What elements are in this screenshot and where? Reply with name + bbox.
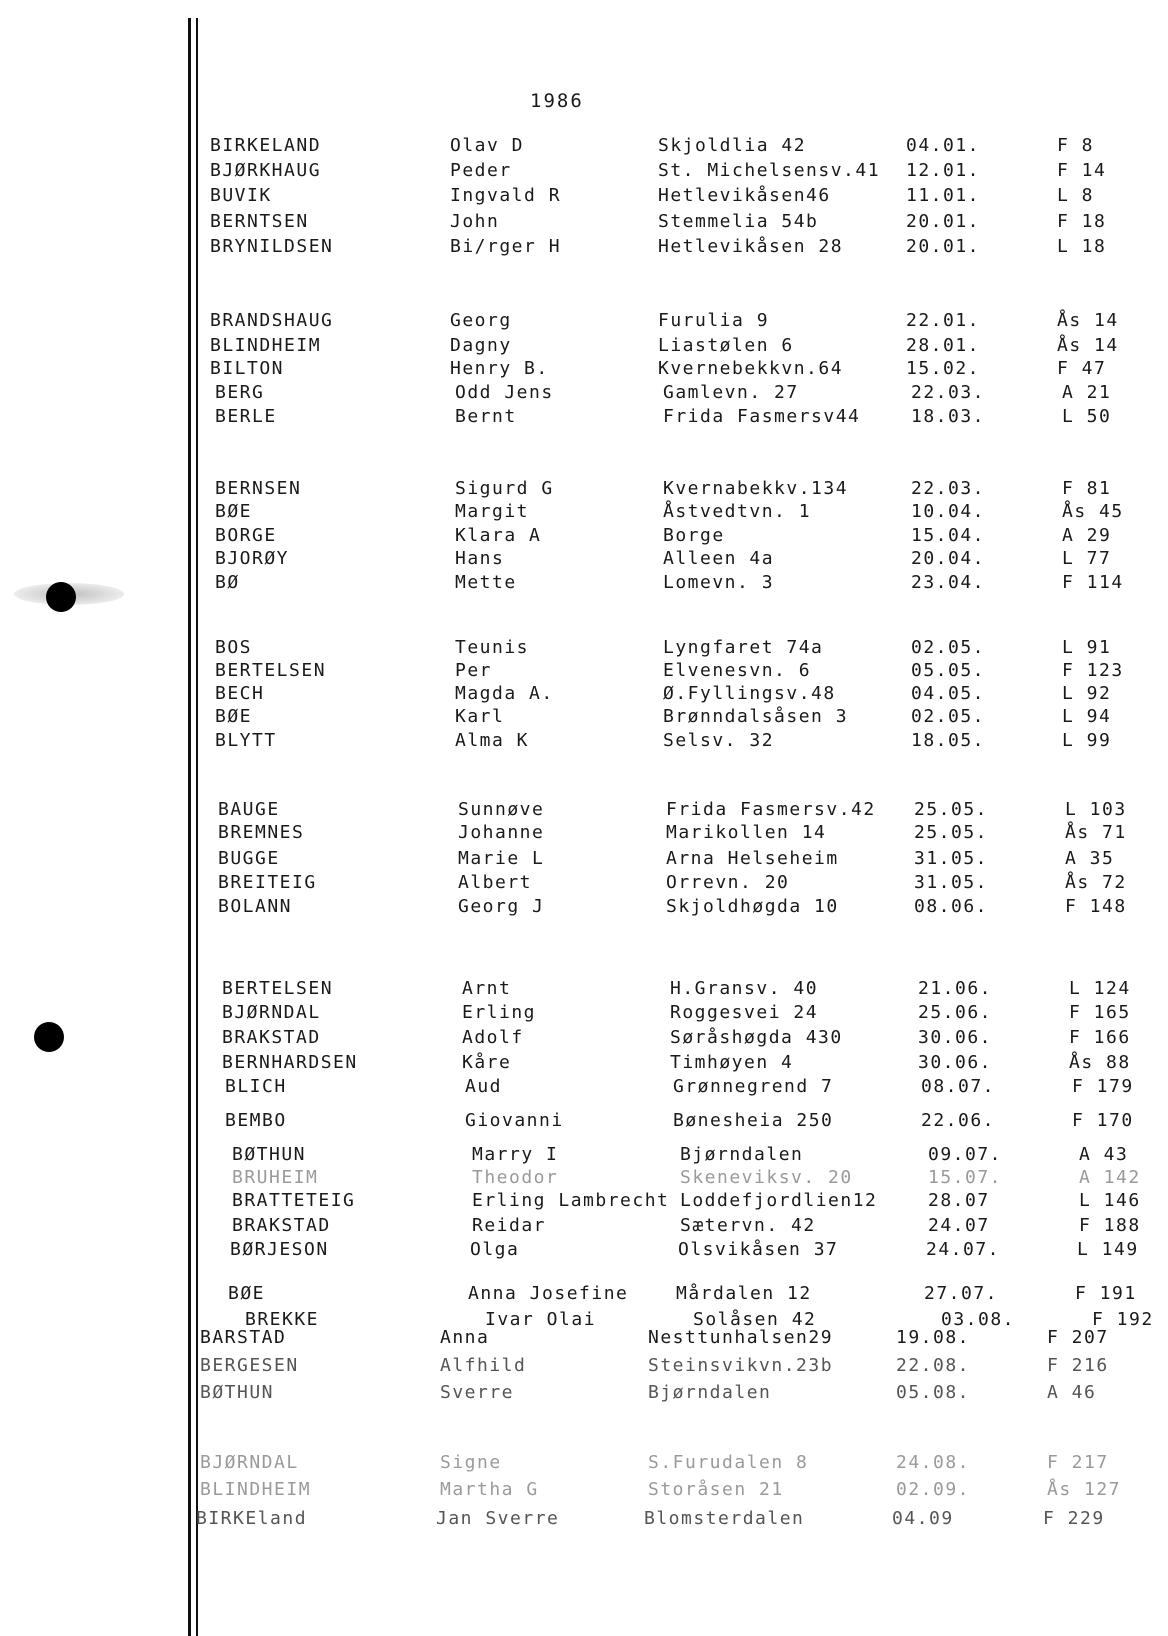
entry-row	[8, 799, 1168, 821]
entry-row	[12, 1002, 1168, 1024]
entry-surname: BJORØY	[215, 548, 290, 569]
entry-surname: BERLE	[215, 406, 277, 427]
entry-date: 31.05.	[914, 872, 989, 893]
entry-address: St. Michelsensv.41	[658, 160, 881, 181]
entry-surname: BØTHUN	[200, 1382, 275, 1403]
entry-date: 25.05.	[914, 822, 989, 843]
entry-row	[8, 896, 1168, 918]
entry-date: 02.09.	[896, 1479, 971, 1500]
entry-address: Lomevn. 3	[663, 572, 775, 593]
entry-surname: BUGGE	[218, 848, 280, 869]
entry-surname: BJØRNDAL	[222, 1002, 321, 1023]
entry-date: 30.06.	[918, 1052, 993, 1073]
entry-address: H.Gransv. 40	[670, 978, 819, 999]
entry-given-name: Kåre	[462, 1052, 512, 1073]
entry-code: L 124	[1069, 978, 1131, 999]
entry-surname: BRYNILDSEN	[210, 236, 334, 257]
entry-date: 25.05.	[914, 799, 989, 820]
entry-surname: BREITEIG	[218, 872, 317, 893]
entry-row	[12, 1052, 1168, 1074]
entry-date: 20.01.	[906, 236, 981, 257]
entry-row	[5, 637, 1168, 659]
entry-address: Orrevn. 20	[666, 872, 790, 893]
entry-date: 05.05.	[911, 660, 986, 681]
entry-row	[0, 236, 1168, 258]
entry-row	[8, 822, 1168, 844]
entry-code: F 170	[1072, 1110, 1134, 1131]
entry-address: Kvernebekkvn.64	[658, 358, 844, 379]
entry-address: Stemmelia 54b	[658, 211, 819, 232]
entry-surname: BAUGE	[218, 799, 280, 820]
entry-date: 22.01.	[906, 310, 981, 331]
entry-row	[5, 406, 1168, 428]
entry-given-name: Reidar	[472, 1215, 547, 1236]
entry-date: 24.07	[928, 1215, 990, 1236]
entry-surname: BOS	[215, 637, 253, 658]
entry-code: F 18	[1057, 211, 1107, 232]
entry-code: A 21	[1062, 382, 1112, 403]
entry-surname: BERTELSEN	[215, 660, 327, 681]
entry-date: 25.06.	[918, 1002, 993, 1023]
entry-code: F 188	[1079, 1215, 1141, 1236]
entry-code: F 114	[1062, 572, 1124, 593]
entry-given-name: Theodor	[472, 1167, 559, 1188]
entry-surname: BLYTT	[215, 730, 277, 751]
entry-given-name: Per	[455, 660, 493, 681]
entry-date: 04.01.	[906, 135, 981, 156]
entry-code: F 8	[1057, 135, 1095, 156]
entry-address: Timhøyen 4	[670, 1052, 794, 1073]
entry-code: L 146	[1079, 1190, 1141, 1211]
entry-date: 20.04.	[911, 548, 986, 569]
entry-surname: BERTELSEN	[222, 978, 334, 999]
entry-row	[8, 848, 1168, 870]
entry-date: 18.05.	[911, 730, 986, 751]
entry-row	[0, 1508, 1154, 1530]
entry-given-name: Margit	[455, 501, 530, 522]
entry-address: Lyngfaret 74a	[663, 637, 824, 658]
entry-code: Ås 127	[1047, 1479, 1122, 1500]
entry-row	[5, 478, 1168, 500]
entry-date: 11.01.	[906, 185, 981, 206]
entry-address: Frida Fasmersv.42	[666, 799, 876, 820]
entry-given-name: Klara A	[455, 525, 542, 546]
entry-date: 24.07.	[926, 1239, 1001, 1260]
entry-row	[5, 706, 1168, 728]
entry-address: Kvernabekkv.134	[663, 478, 849, 499]
entry-given-name: Aud	[465, 1076, 503, 1097]
entry-code: A 142	[1079, 1167, 1141, 1188]
entry-row	[0, 1327, 1158, 1349]
entry-given-name: Bernt	[455, 406, 517, 427]
entry-row	[22, 1144, 1168, 1166]
entry-address: S.Furudalen 8	[648, 1452, 809, 1473]
entry-given-name: Jan Sverre	[436, 1508, 560, 1529]
entry-address: Brønndalsåsen 3	[663, 706, 849, 727]
entry-given-name: Odd Jens	[455, 382, 554, 403]
entry-row	[0, 310, 1168, 332]
entry-code: A 46	[1047, 1382, 1097, 1403]
entry-given-name: Alma K	[455, 730, 530, 751]
entry-address: Hetlevikåsen46	[658, 185, 831, 206]
entry-row	[0, 1479, 1158, 1501]
entry-given-name: Karl	[455, 706, 505, 727]
entry-code: A 29	[1062, 525, 1112, 546]
entry-address: Borge	[663, 525, 725, 546]
entry-given-name: Marry I	[472, 1144, 559, 1165]
entry-surname: BEMBO	[225, 1110, 287, 1131]
entry-given-name: Arnt	[462, 978, 512, 999]
entry-row	[8, 872, 1168, 894]
entry-address: Bjørndalen	[648, 1382, 772, 1403]
entry-date: 20.01.	[906, 211, 981, 232]
entry-date: 22.08.	[896, 1355, 971, 1376]
entry-code: F 148	[1065, 896, 1127, 917]
entry-code: F 166	[1069, 1027, 1131, 1048]
entry-given-name: Sigurd G	[455, 478, 554, 499]
entry-given-name: Ivar Olai	[485, 1309, 597, 1330]
entry-code: L 50	[1062, 406, 1112, 427]
entry-given-name: Sverre	[440, 1382, 515, 1403]
entry-surname: BERNSEN	[215, 478, 302, 499]
entry-row	[0, 160, 1168, 182]
entry-address: Bønesheia 250	[673, 1110, 834, 1131]
entry-row	[0, 135, 1168, 157]
entry-surname: BUVIK	[210, 185, 272, 206]
entry-date: 27.07.	[924, 1283, 999, 1304]
entry-surname: BØTHUN	[232, 1144, 307, 1165]
entry-date: 18.03.	[911, 406, 986, 427]
entry-row	[15, 1110, 1168, 1132]
entry-given-name: Teunis	[455, 637, 530, 658]
entry-surname: BLINDHEIM	[210, 335, 322, 356]
entry-code: L 8	[1057, 185, 1095, 206]
entry-address: Gamlevn. 27	[663, 382, 799, 403]
entry-date: 22.03.	[911, 382, 986, 403]
entry-given-name: Olav D	[450, 135, 525, 156]
entry-date: 12.01.	[906, 160, 981, 181]
entry-date: 03.08.	[941, 1309, 1016, 1330]
entry-given-name: Magda A.	[455, 683, 554, 704]
entry-surname: BRAKSTAD	[222, 1027, 321, 1048]
entry-surname: BRAKSTAD	[232, 1215, 331, 1236]
entry-code: L 149	[1077, 1239, 1139, 1260]
entry-surname: BØE	[215, 501, 253, 522]
entry-given-name: Albert	[458, 872, 533, 893]
entry-surname: BERNHARDSEN	[222, 1052, 358, 1073]
entry-given-name: Adolf	[462, 1027, 524, 1048]
entry-address: Liastølen 6	[658, 335, 794, 356]
entry-given-name: Hans	[455, 548, 505, 569]
entry-code: Ås 14	[1057, 335, 1119, 356]
entry-row	[5, 572, 1168, 594]
entry-address: Roggesvei 24	[670, 1002, 819, 1023]
entry-date: 31.05.	[914, 848, 989, 869]
entry-code: F 123	[1062, 660, 1124, 681]
entry-date: 22.03.	[911, 478, 986, 499]
entry-date: 23.04.	[911, 572, 986, 593]
entry-row	[0, 335, 1168, 357]
entry-address: Elvenesvn. 6	[663, 660, 812, 681]
entry-code: L 99	[1062, 730, 1112, 751]
entry-given-name: Georg	[450, 310, 512, 331]
entry-surname: BREKKE	[245, 1309, 320, 1330]
entry-address: Alleen 4a	[663, 548, 775, 569]
entry-code: F 192	[1092, 1309, 1154, 1330]
entry-row	[22, 1167, 1168, 1189]
entry-row	[0, 211, 1168, 233]
entry-surname: BERGESEN	[200, 1355, 299, 1376]
entry-date: 19.08.	[896, 1327, 971, 1348]
entry-surname: BRATTETEIG	[232, 1190, 356, 1211]
entry-date: 08.06.	[914, 896, 989, 917]
entry-row	[12, 978, 1168, 1000]
entry-row	[0, 1452, 1158, 1474]
entry-code: L 92	[1062, 683, 1112, 704]
entry-address: Søråshøgda 430	[670, 1027, 843, 1048]
entry-code: F 14	[1057, 160, 1107, 181]
entry-date: 21.06.	[918, 978, 993, 999]
entry-surname: BIRKEland	[196, 1508, 308, 1529]
entry-address: Frida Fasmersv44	[663, 406, 861, 427]
entry-address: Loddefjordlien12	[680, 1190, 878, 1211]
entry-code: Ås 14	[1057, 310, 1119, 331]
entry-code: F 207	[1047, 1327, 1109, 1348]
entry-code: L 94	[1062, 706, 1112, 727]
entry-row	[5, 525, 1168, 547]
entry-given-name: Signe	[440, 1452, 502, 1473]
entry-surname: BORGE	[215, 525, 277, 546]
entry-code: F 165	[1069, 1002, 1131, 1023]
entry-code: L 91	[1062, 637, 1112, 658]
entry-surname: BILTON	[210, 358, 285, 379]
entry-row	[15, 1076, 1168, 1098]
entry-code: L 18	[1057, 236, 1107, 257]
entry-address: Skjoldlia 42	[658, 135, 807, 156]
entry-address: Furulia 9	[658, 310, 770, 331]
entry-row	[0, 1382, 1158, 1404]
entry-address: Steinsvikvn.23b	[648, 1355, 834, 1376]
entry-given-name: Ingvald R	[450, 185, 562, 206]
entry-row	[22, 1215, 1168, 1237]
entry-code: F 229	[1043, 1508, 1105, 1529]
entry-row	[0, 358, 1168, 380]
entry-address: Ø.Fyllingsv.48	[663, 683, 836, 704]
entry-row	[5, 730, 1168, 752]
entry-address: Solåsen 42	[693, 1309, 817, 1330]
entry-surname: BECH	[215, 683, 265, 704]
entry-given-name: Sunnøve	[458, 799, 545, 820]
entry-address: Hetlevikåsen 28	[658, 236, 844, 257]
entry-surname: BØRJESON	[230, 1239, 329, 1260]
page-year: 1986	[530, 90, 584, 112]
entry-address: Arna Helseheim	[666, 848, 839, 869]
entry-date: 02.05.	[911, 706, 986, 727]
entry-given-name: Peder	[450, 160, 512, 181]
entry-given-name: Erling Lambrecht	[472, 1190, 670, 1211]
entry-address: Åstvedtvn. 1	[663, 501, 812, 522]
entry-code: F 191	[1075, 1283, 1137, 1304]
entry-given-name: John	[450, 211, 500, 232]
entry-code: Ås 45	[1062, 501, 1124, 522]
entry-row	[5, 382, 1168, 404]
entry-surname: BØ	[215, 572, 240, 593]
entry-address: Grønnegrend 7	[673, 1076, 834, 1097]
entry-given-name: Mette	[455, 572, 517, 593]
entry-row	[0, 1355, 1158, 1377]
entry-surname: BREMNES	[218, 822, 305, 843]
entry-code: F 179	[1072, 1076, 1134, 1097]
entry-row	[12, 1027, 1168, 1049]
entry-surname: BOLANN	[218, 896, 293, 917]
entry-code: L 77	[1062, 548, 1112, 569]
entry-row	[5, 660, 1168, 682]
entry-surname: BIRKELAND	[210, 135, 322, 156]
entry-row	[0, 185, 1168, 207]
entry-code: Ås 72	[1065, 872, 1127, 893]
entry-date: 15.07.	[928, 1167, 1003, 1188]
entry-surname: BØE	[228, 1283, 266, 1304]
entry-address: Blomsterdalen	[644, 1508, 805, 1529]
entry-surname: BRUHEIM	[232, 1167, 319, 1188]
entry-given-name: Olga	[470, 1239, 520, 1260]
entry-date: 09.07.	[928, 1144, 1003, 1165]
entry-surname: BARSTAD	[200, 1327, 287, 1348]
entry-date: 28.07	[928, 1190, 990, 1211]
entry-date: 15.02.	[906, 358, 981, 379]
entry-row	[5, 501, 1168, 523]
entry-given-name: Alfhild	[440, 1355, 527, 1376]
entry-surname: BRANDSHAUG	[210, 310, 334, 331]
entry-address: Nesttunhalsen29	[648, 1327, 834, 1348]
entry-date: 10.04.	[911, 501, 986, 522]
entry-surname: BJØRKHAUG	[210, 160, 322, 181]
entry-given-name: Anna	[440, 1327, 490, 1348]
entry-address: Skeneviksv. 20	[680, 1167, 853, 1188]
entry-code: A 43	[1079, 1144, 1129, 1165]
entry-date: 04.05.	[911, 683, 986, 704]
entry-surname: BLICH	[225, 1076, 287, 1097]
entry-code: A 35	[1065, 848, 1115, 869]
entry-given-name: Anna Josefine	[468, 1283, 629, 1304]
entry-row	[20, 1239, 1168, 1261]
entry-address: Skjoldhøgda 10	[666, 896, 839, 917]
entry-row	[5, 683, 1168, 705]
entry-given-name: Giovanni	[465, 1110, 564, 1131]
entry-address: Olsvikåsen 37	[678, 1239, 839, 1260]
entry-given-name: Bi/rger H	[450, 236, 562, 257]
entry-given-name: Johanne	[458, 822, 545, 843]
entry-address: Selsv. 32	[663, 730, 775, 751]
entry-code: L 103	[1065, 799, 1127, 820]
entry-surname: BLINDHEIM	[200, 1479, 312, 1500]
entry-code: F 47	[1057, 358, 1107, 379]
entry-given-name: Martha G	[440, 1479, 539, 1500]
entry-surname: BØE	[215, 706, 253, 727]
entry-date: 15.04.	[911, 525, 986, 546]
entry-given-name: Dagny	[450, 335, 512, 356]
entry-address: Storåsen 21	[648, 1479, 784, 1500]
entry-address: Bjørndalen	[680, 1144, 804, 1165]
entry-row	[5, 548, 1168, 570]
entry-address: Sætervn. 42	[680, 1215, 816, 1236]
entry-row	[22, 1190, 1168, 1212]
entry-code: F 81	[1062, 478, 1112, 499]
entry-address: Mårdalen 12	[676, 1283, 812, 1304]
entry-date: 28.01.	[906, 335, 981, 356]
entry-given-name: Henry B.	[450, 358, 549, 379]
entry-given-name: Erling	[462, 1002, 537, 1023]
entry-date: 02.05.	[911, 637, 986, 658]
entry-code: Ås 71	[1065, 822, 1127, 843]
entry-row	[18, 1283, 1168, 1305]
entry-surname: BERNTSEN	[210, 211, 309, 232]
entry-date: 30.06.	[918, 1027, 993, 1048]
entry-date: 24.08.	[896, 1452, 971, 1473]
entry-address: Marikollen 14	[666, 822, 827, 843]
entry-given-name: Marie L	[458, 848, 545, 869]
entry-surname: BERG	[215, 382, 265, 403]
entry-date: 04.09	[892, 1508, 954, 1529]
entry-surname: BJØRNDAL	[200, 1452, 299, 1473]
entry-date: 08.07.	[921, 1076, 996, 1097]
entry-code: F 217	[1047, 1452, 1109, 1473]
entry-date: 22.06.	[921, 1110, 996, 1131]
entry-date: 05.08.	[896, 1382, 971, 1403]
entry-code: F 216	[1047, 1355, 1109, 1376]
entry-code: Ås 88	[1069, 1052, 1131, 1073]
entry-given-name: Georg J	[458, 896, 545, 917]
